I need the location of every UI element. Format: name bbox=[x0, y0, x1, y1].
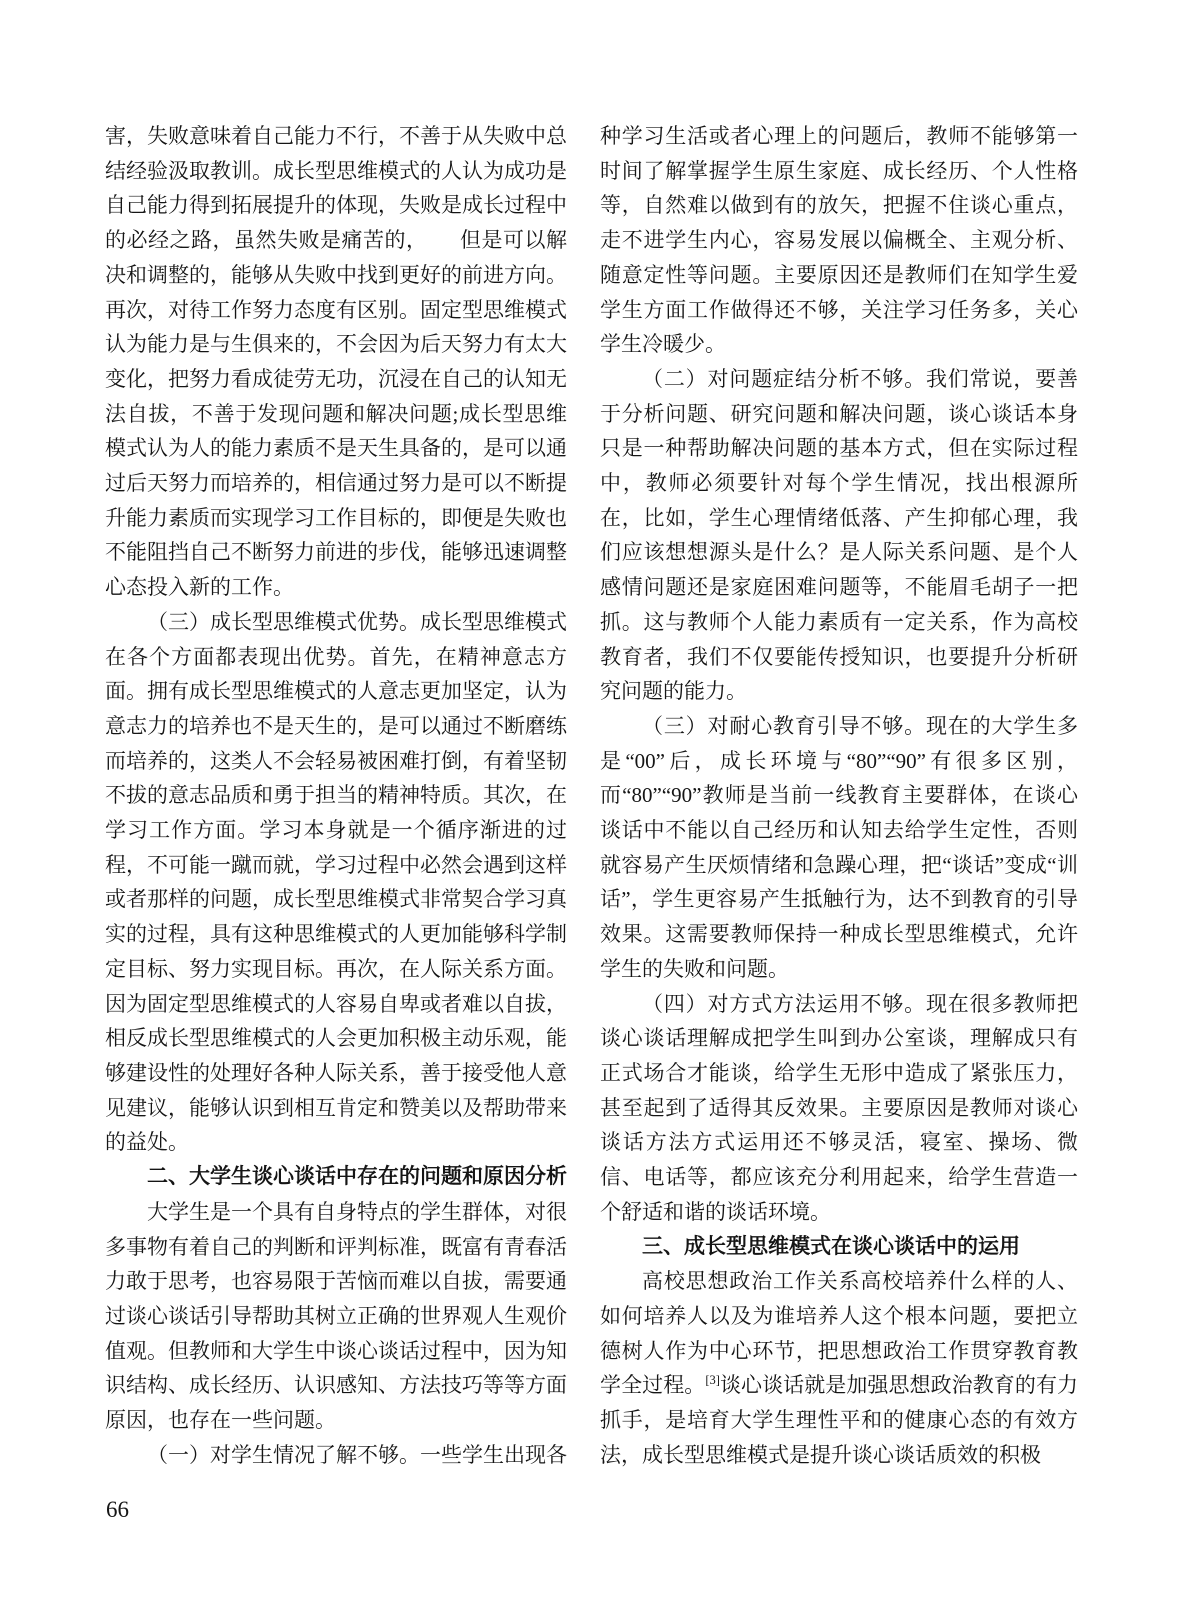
paragraph: （二）对问题症结分析不够。我们常说，要善于分析问题、研究问题和解决问题，谈心谈话本身只是一种帮助解决问题的基本方式，但在实际过程中，教师必须要针对每个学生情况，找出根源所在，比如，学生心理情绪低落、产生抑郁心理，我们应该想想源头是什么？是人际关系问题、是个人感情问题还是家庭困难问题等，不能眉毛胡子一把抓。这与教师个人能力素质有一定关系，作为高校教育者，我们不仅要能传授知识，也要提升分析研究问题的能力。 bbox=[600, 366, 1078, 704]
citation-reference: [3] bbox=[705, 1373, 720, 1388]
paragraph: （四）对方式方法运用不够。现在很多教师把谈心谈话理解成把学生叫到办公室谈，理解成只有正式场合才能谈，给学生无形中造成了紧张压力，甚至起到了适得其反效果。主要原因是教师对谈心谈话方法方式运用还不够灵活，寝室、操场、微信、电话等，都应该充分利用起来，给学生营造一个舒适和谐的谈话环境。 bbox=[600, 991, 1078, 1224]
paragraph: （三）对耐心教育引导不够。现在的大学生多是“00”后，成长环境与“80”“90”有很多区别，而“80”“90”教师是当前一线教育主要群体，在谈心谈话中不能以自己经历和认知去给学生定性，否则就容易产生厌烦情绪和急躁心理，把“谈话”变成“训话”，学生更容易产生抵触行为，达不到教育的引导效果。这需要教师保持一种成长型思维模式，允许学生的失败和问题。 bbox=[600, 713, 1078, 981]
section-heading-3: 三、成长型思维模式在谈心谈话中的运用 bbox=[642, 1234, 1020, 1258]
paragraph-text: 高校思想政治工作关系高校培养什么样的人、如何培养人以及为谁培养人这个根本问题，要把立德树人作为中心环节，把思想政治工作贯穿教育教学全过程。 bbox=[600, 1269, 1078, 1398]
paragraph: 种学习生活或者心理上的问题后，教师不能够第一时间了解掌握学生原生家庭、成长经历、个人性格等，自然难以做到有的放矢，把握不住谈心重点，走不进学生内心，容易发展以偏概全、主观分析、随意定性等问题。主要原因还是教师们在知学生爱学生方面工作做得还不够，关注学习任务多，关心学生冷暖少。 bbox=[600, 124, 1078, 357]
right-column bbox=[600, 119, 1078, 1472]
paragraph: 大学生是一个具有自身特点的学生群体，对很多事物有着自己的判断和评判标准，既富有青春活力敢于思考，也容易限于苦恼而难以自拔，需要通过谈心谈话引导帮助其树立正确的世界观人生观价值观。但教师和大学生中谈心谈话过程中，因为知识结构、成长经历、认识感知、方法技巧等等方面原因，也存在一些问题。 bbox=[105, 1199, 567, 1433]
paragraph: （一）对学生情况了解不够。一些学生出现各 bbox=[147, 1442, 567, 1467]
section-heading-2: 二、大学生谈心谈话中存在的问题和原因分析 bbox=[147, 1165, 567, 1189]
paragraph bbox=[600, 1264, 1078, 1472]
paragraph: （三）成长型思维模式优势。成长型思维模式在各个方面都表现出优势。首先，在精神意志方面。拥有成长型思维模式的人意志更加坚定，认为意志力的培养也不是天生的，是可以通过不断磨练而培养的，这类人不会轻易被困难打倒，有着坚韧不拔的意志品质和勇于担当的精神特质。其次，在学习工作方面。学习本身就是一个循序渐进的过程，不可能一蹴而就，学习过程中必然会遇到这样或者那样的问题，成长型思维模式非常契合学习真实的过程，具有这种思维模式的人更加能够科学制定目标、努力实现目标。再次，在人际关系方面。因为固定型思维模式的人容易自卑或者难以自拔，相反成长型思维模式的人会更加积极主动乐观，能够建设性的处理好各种人际关系，善于接受他人意见建议，能够认识到相互肯定和赞美以及帮助带来的益处。 bbox=[105, 609, 567, 1155]
two-column-text-area bbox=[105, 119, 1078, 1472]
page-number: 66 bbox=[106, 1497, 129, 1522]
left-column bbox=[105, 119, 567, 1472]
paragraph: 害，失败意味着自己能力不行，不善于从失败中总结经验汲取教训。成长型思维模式的人认为成功是自己能力得到拓展提升的体现，失败是成长过程中的必经之路，虽然失败是痛苦的， 但是可以解决和调整的，能够从失败中找到更好的前进方向。再次，对待工作努力态度有区别。固定型思维模式认为能力是与生俱来的，不会因为后天努力有太大变化，把努力看成徒劳无功，沉浸在自己的认知无法自拔，不善于发现问题和解决问题;成长型思维模式认为人的能力素质不是天生具备的，是可以通过后天努力而培养的，相信通过努力是可以不断提升能力素质而实现学习工作目标的，即便是失败也不能阻挡自己不断努力前进的步伐，能够迅速调整心态投入新的工作。 bbox=[105, 124, 567, 600]
paragraph-text: 谈心谈话就是加强思想政治教育的有力抓手，是培育大学生理性平和的健康心态的有效方法，成长型思维模式是提升谈心谈话质效的积极 bbox=[600, 1373, 1079, 1467]
